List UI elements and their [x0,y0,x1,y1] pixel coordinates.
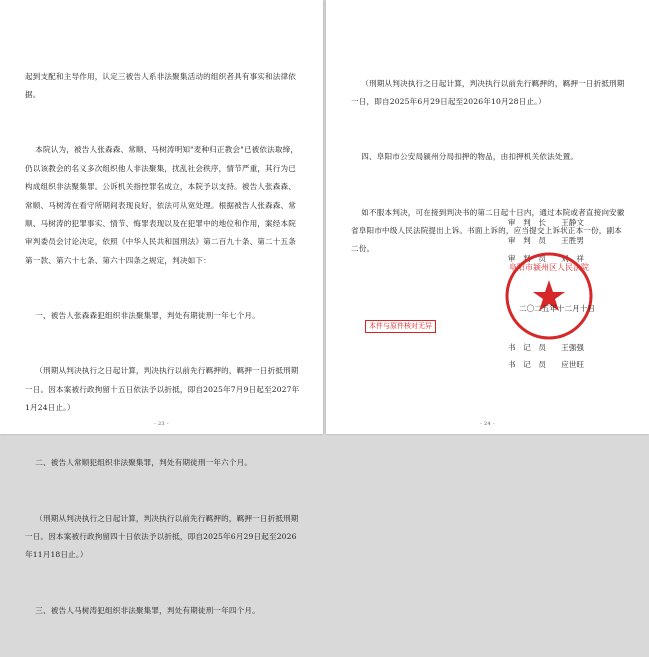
presiding-judge: 审 判 长 王静文 [508,218,584,227]
page-number: - 24 - [480,421,495,427]
paragraph: 本院认为，被告人张森森、常顺、马树涛明知"麦种归正教会"已被依法取缔，仍以该教会的名义多次组织他人非法聚集，扰乱社会秩序，情节严重，其行为已构成组织非法聚集罪。公诉机关指控罪名成立，本院予以支持。被告人张森森、常顺、马树涛在看守所期间表现良好，依法可从宽处理。根据被告人张森森、常顺、马树涛的犯罪事实、情节、悔罪表现以及在犯罪中的地位和作用，案经本院审判委员会讨论决定，依照《中华人民共和国刑法》第二百九十条、第二十五条第一款、第六十七条、第六十四条之规定，判决如下： [25,145,299,265]
certification-stamp: 本件与原件核对无异 [365,320,436,333]
paragraph: 二、被告人常顺犯组织非法聚集罪，判处有期徒刑一年六个月。 [25,458,253,468]
clerk-1: 书 记 员 王强强 [508,343,584,352]
left-page-body [25,31,303,657]
page-number: - 23 - [154,421,169,427]
paragraph: （刑期从判决执行之日起计算，判决执行以前先行羁押的，羁押一日折抵刑期一日。因本案被行政拘留四十日依法予以折抵，即自2025年6月29日起至2026年11月18日止。） [25,513,299,560]
paragraph: 一、被告人张森森犯组织非法聚集罪，判处有期徒刑一年七个月。 [25,311,260,321]
paragraph: 三、被告人马树涛犯组织非法聚集罪，判处有期徒刑一年四个月。 [25,605,260,615]
court-seal-icon [503,250,595,342]
judgment-date: 二〇二五年十二月十日 [519,304,595,313]
left-page [0,0,323,615]
clerk-2: 书 记 员 应世旺 [508,360,584,369]
paragraph: 起到支配和主导作用，认定三被告人系非法聚集活动的组织者具有事实和法律依据。 [25,71,297,100]
paragraph: 如不服本判决，可在接到判决书的第二日起十日内，通过本院或者直接向安徽省阜阳市中级人民法院提出上诉。书面上诉的，应当提交上诉状正本一份，副本二份。 [351,207,625,254]
judge-2: 审 判 员 刘 祥 [508,254,584,263]
paragraph: （刑期从判决执行之日起计算，判决执行以前先行羁押的，羁押一日折抵刑期一日。因本案被行政拘留十五日依法予以折抵，即自2025年7月9日起至2027年1月24日止。） [25,366,300,413]
right-page [326,0,649,434]
paragraph: （刑期从判决执行之日起计算，判决执行以前先行羁押的，羁押一日折抵刑期一日，即自2025年6月29日起至2026年10月28日止。） [351,78,625,107]
judge-1: 审 判 员 王胜男 [508,236,584,245]
paragraph: 四、阜阳市公安局颍州分局扣押的物品，由扣押机关依法处置。 [351,152,579,162]
svg-text:阜阳市颍州区人民法院: 阜阳市颍州区人民法院 [509,263,589,272]
